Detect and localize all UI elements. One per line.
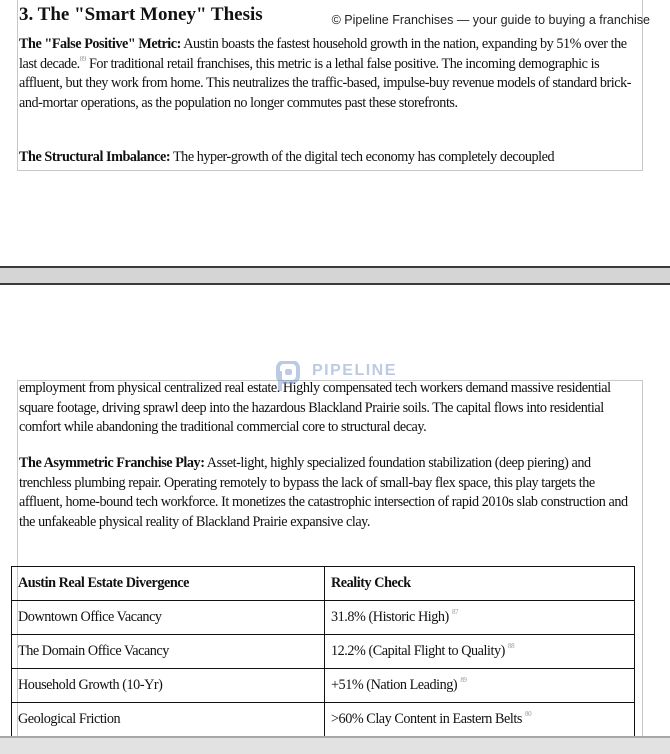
table-header-row (12, 567, 635, 601)
footnote-ref[interactable]: 87 (451, 608, 459, 616)
paragraph-structural-imbalance-start (19, 148, 637, 168)
table-row (12, 669, 635, 703)
footnote-ref[interactable]: 80 (525, 710, 532, 718)
pipeline-logo-text: PIPELINE (312, 362, 397, 379)
table-cell-metric: Downtown Office Vacancy (12, 601, 325, 635)
paragraph-structural-imbalance-continued: employment from physical centralized real estate. Highly compensated tech workers demand massive residential square footage, driving sprawl deep into the hazardous Blackland Prairie soils. The capital flows into residential comfort while abandoning the traditional commercial core to structural decay. (19, 380, 611, 436)
table-cell-value (325, 703, 635, 737)
table-row (12, 635, 635, 669)
table-header-reality: Reality Check (325, 567, 635, 601)
pipeline-logo (276, 361, 401, 393)
real-estate-divergence-table (11, 566, 635, 737)
section-heading: 3. The "Smart Money" Thesis (19, 4, 263, 25)
cell-value-text: >60% Clay Content in Eastern Belts (331, 711, 522, 727)
footnote-ref[interactable]: 89 (79, 54, 86, 63)
table-cell-value (325, 601, 635, 635)
pipeline-logo-icon (276, 361, 308, 393)
paragraph-text: The hyper-growth of the digital tech economy has completely decoupled (170, 149, 555, 165)
paragraph-label: The Structural Imbalance: (19, 149, 171, 165)
table-cell-metric: Household Growth (10-Yr) (12, 669, 325, 703)
footnote-ref[interactable]: 89 (460, 676, 467, 684)
cell-value-text: +51% (Nation Leading) (331, 677, 458, 693)
paragraph-label: The Asymmetric Franchise Play: (19, 455, 205, 471)
table-row (12, 703, 635, 737)
paragraph-false-positive (19, 35, 637, 113)
paragraph-label: The "False Positive" Metric: (19, 36, 181, 52)
footnote-ref[interactable]: 88 (508, 642, 515, 650)
table-cell-value (325, 669, 635, 703)
table-cell-metric: Geological Friction (12, 703, 325, 737)
paragraph-text: Austin boasts the fastest household growth in the nation, expanding by 51% over the last decade. (19, 36, 627, 72)
paragraph-text: For traditional retail franchises, this metric is a lethal false positive. The incoming demographic is affluent, but they work from home. This neutralizes the traffic-based, impulse-buy revenue models of standard brick-and-mortar operations, as the population no longer commutes past these storefronts. (19, 55, 632, 111)
table-cell-value (325, 635, 635, 669)
copyright-watermark: © Pipeline Franchises — your guide to buying a franchise (331, 13, 650, 27)
page-bottom-scroll-edge (0, 736, 670, 754)
table-row (12, 601, 635, 635)
paragraph-asymmetric-play (19, 454, 637, 532)
paragraph-text: Asset-light, highly specialized foundation stabilization (deep piering) and trenchless plumbing repair. Operating remotely to bypass the lack of small-bay flex space, this play targets the affluent, home-bound tech workforce. It monetizes the catastrophic intersection of rapid 2010s slab construction and the unfakeable physical reality of Blackland Prairie expansive clay. (19, 455, 628, 530)
page-break-divider (0, 266, 670, 285)
cell-value-text: 31.8% (Historic High) (331, 609, 449, 625)
table-cell-metric: The Domain Office Vacancy (12, 635, 325, 669)
cell-value-text: 12.2% (Capital Flight to Quality) (331, 643, 505, 659)
table-header-metric: Austin Real Estate Divergence (12, 567, 325, 601)
